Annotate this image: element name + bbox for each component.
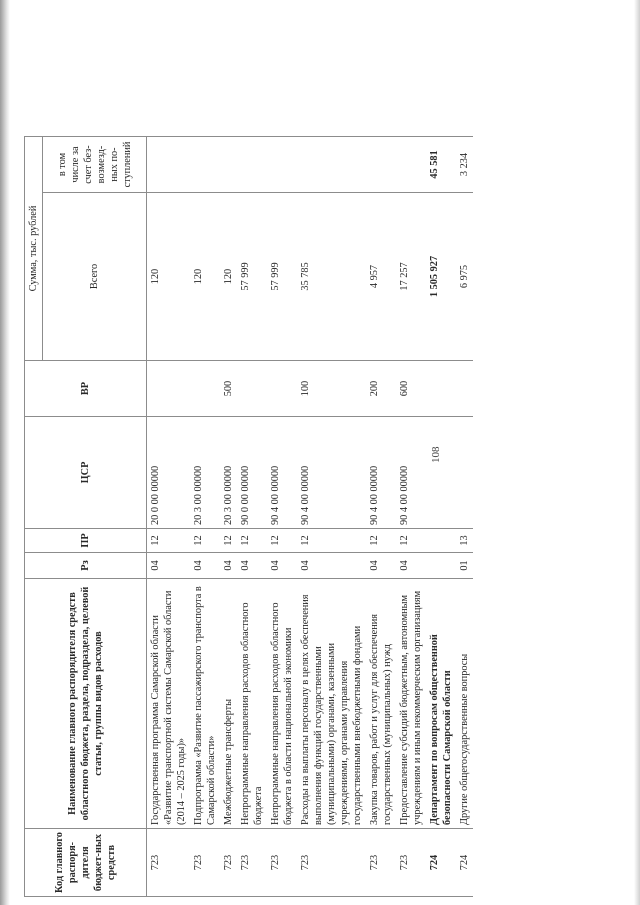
header-code: Код главного распоря-дителя бюджет-ных средств: [25, 829, 147, 897]
name-cell: Подпрограмма «Развитие пассажирского транспорта в Самарской области»: [190, 579, 220, 829]
total-cell: 1 505 927: [426, 193, 456, 361]
csr-cell: [426, 417, 456, 529]
pr-cell: 12: [220, 529, 237, 553]
vr-cell: 200: [366, 361, 396, 417]
header-name: Наименование главного распорядителя средств областного бюджета, раздела, подраздела, целевой статьи, группы видов расходов: [25, 579, 147, 829]
total-cell: 6 975: [456, 193, 473, 361]
incl-cell: [147, 137, 191, 193]
total-cell: 120: [190, 193, 220, 361]
header-csr: ЦСР: [25, 417, 147, 529]
header-pr: ПР: [25, 529, 147, 553]
rz-cell: 01: [456, 553, 473, 579]
pr-cell: 12: [267, 529, 297, 553]
csr-cell: 90 4 00 00000: [366, 417, 396, 529]
vr-cell: [456, 361, 473, 417]
incl-cell: [366, 137, 396, 193]
name-cell: Департамент по вопросам общественной безопасности Самарской области: [426, 579, 456, 829]
name-cell: Закупка товаров, работ и услуг для обеспечения государственных (муниципальных) нужд: [366, 579, 396, 829]
rz-cell: 04: [237, 553, 267, 579]
vr-cell: [190, 361, 220, 417]
incl-cell: 3 234: [456, 137, 473, 193]
vr-cell: [426, 361, 456, 417]
table-row: [190, 137, 220, 897]
incl-cell: 45 581: [426, 137, 456, 193]
vr-cell: [237, 361, 267, 417]
table-row: [396, 137, 426, 897]
total-cell: 35 785: [297, 193, 366, 361]
header-rz: Рз: [25, 553, 147, 579]
code-cell: 724: [426, 829, 456, 897]
total-cell: 120: [220, 193, 237, 361]
header-sum: Сумма, тыс. рублей: [25, 137, 43, 361]
header-incl: в том числе за счет без-возмезд-ных по-ступлений: [43, 137, 147, 193]
csr-cell: 90 4 00 00000: [396, 417, 426, 529]
pr-cell: 12: [237, 529, 267, 553]
total-cell: 4 957: [366, 193, 396, 361]
pr-cell: 12: [297, 529, 366, 553]
budget-table: [24, 136, 473, 897]
vr-cell: 100: [297, 361, 366, 417]
code-cell: 723: [190, 829, 220, 897]
rz-cell: 04: [267, 553, 297, 579]
pr-cell: 13: [456, 529, 473, 553]
table-row: [366, 137, 396, 897]
name-cell: Непрограммные направления расходов областного бюджета: [237, 579, 267, 829]
total-cell: 57 999: [237, 193, 267, 361]
table-row: [267, 137, 297, 897]
name-cell: Предоставление субсидий бюджетным, автономным учреждениям и иным некоммерческим организациям: [396, 579, 426, 829]
table-row: [220, 137, 237, 897]
incl-cell: [220, 137, 237, 193]
vr-cell: 600: [396, 361, 426, 417]
pr-cell: 12: [190, 529, 220, 553]
code-cell: 723: [366, 829, 396, 897]
name-cell: Межбюджетные трансферты: [220, 579, 237, 829]
csr-cell: 20 3 00 00000: [220, 417, 237, 529]
rz-cell: [426, 553, 456, 579]
table-row: [456, 137, 473, 897]
vr-cell: [267, 361, 297, 417]
name-cell: Расходы на выплаты персоналу в целях обеспечения выполнения функций государственными (муниципальными) органами, казенными учреждениями, органами управления государственными внебюджетными фондами: [297, 579, 366, 829]
code-cell: 723: [396, 829, 426, 897]
rz-cell: 04: [190, 553, 220, 579]
code-cell: 723: [267, 829, 297, 897]
vr-cell: 500: [220, 361, 237, 417]
csr-cell: [456, 417, 473, 529]
csr-cell: 20 3 00 00000: [190, 417, 220, 529]
incl-cell: [237, 137, 267, 193]
table-row: [147, 137, 191, 897]
csr-cell: 90 0 00 00000: [237, 417, 267, 529]
table-body: [147, 137, 474, 897]
header-vr: ВР: [25, 361, 147, 417]
header-total: Всего: [43, 193, 147, 361]
code-cell: 724: [456, 829, 473, 897]
incl-cell: [396, 137, 426, 193]
csr-cell: 90 4 00 00000: [267, 417, 297, 529]
incl-cell: [190, 137, 220, 193]
rz-cell: 04: [147, 553, 191, 579]
total-cell: 120: [147, 193, 191, 361]
page-number: 108: [430, 446, 442, 463]
name-cell: Непрограммные направления расходов областного бюджета в области национальной экономики: [267, 579, 297, 829]
code-cell: 723: [237, 829, 267, 897]
code-cell: 723: [220, 829, 237, 897]
name-cell: Другие общегосударственные вопросы: [456, 579, 473, 829]
rz-cell: 04: [366, 553, 396, 579]
rz-cell: 04: [297, 553, 366, 579]
incl-cell: [297, 137, 366, 193]
table-row: [237, 137, 267, 897]
rz-cell: 04: [220, 553, 237, 579]
code-cell: 723: [297, 829, 366, 897]
table-header: [25, 137, 147, 897]
incl-cell: [267, 137, 297, 193]
vr-cell: [147, 361, 191, 417]
csr-cell: 20 0 00 00000: [147, 417, 191, 529]
total-cell: 57 999: [267, 193, 297, 361]
name-cell: Государственная программа Самарской области «Развитие транспортной системы Самарской области (2014 – 2025 годы)»: [147, 579, 191, 829]
code-cell: 723: [147, 829, 191, 897]
table-row: [426, 137, 456, 897]
csr-cell: 90 4 00 00000: [297, 417, 366, 529]
table-row: [297, 137, 366, 897]
total-cell: 17 257: [396, 193, 426, 361]
pr-cell: [426, 529, 456, 553]
rz-cell: 04: [396, 553, 426, 579]
pr-cell: 12: [396, 529, 426, 553]
pr-cell: 12: [366, 529, 396, 553]
pr-cell: 12: [147, 529, 191, 553]
